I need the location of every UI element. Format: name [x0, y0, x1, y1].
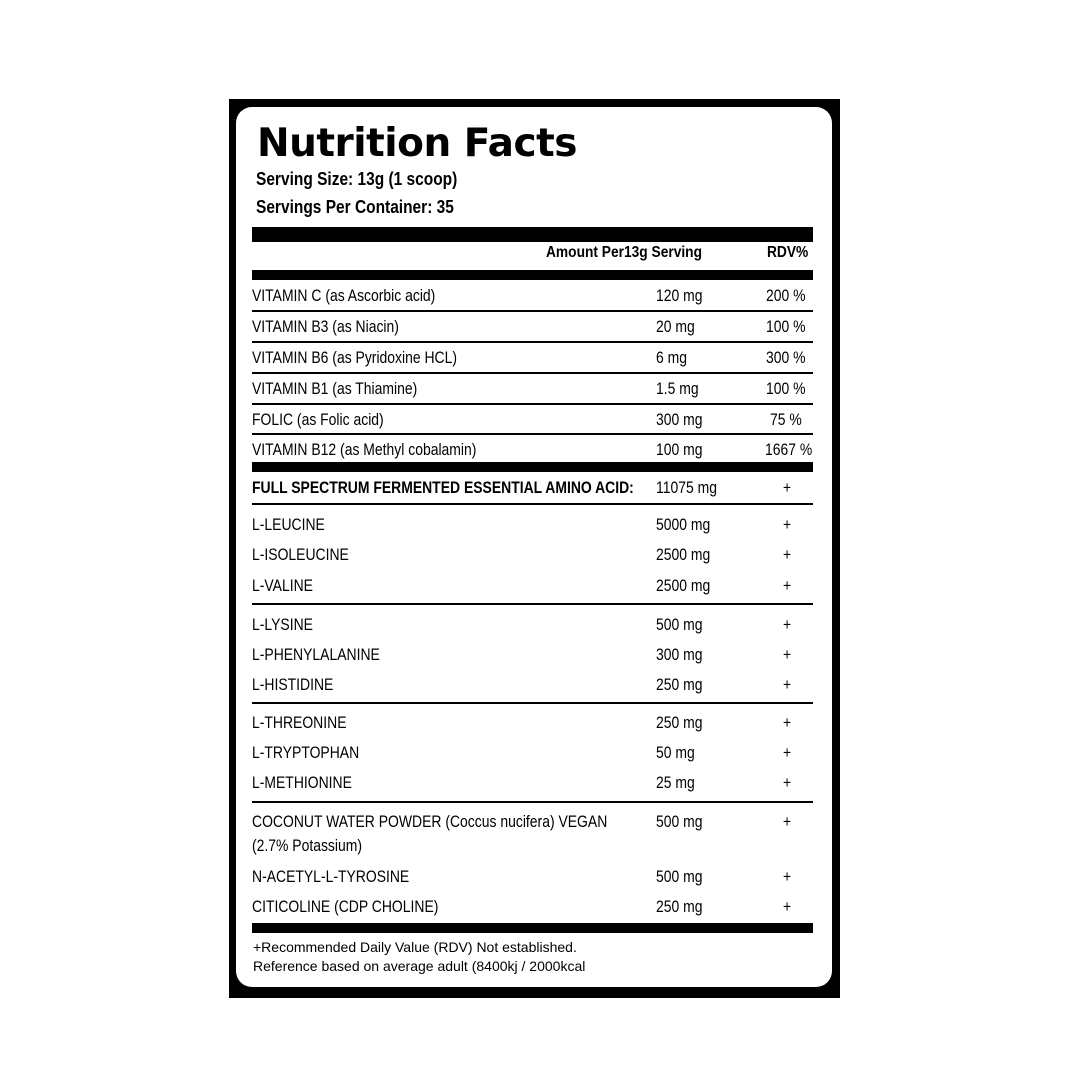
header-rdv: RDV% — [767, 244, 809, 261]
nutrient-amount: 500 mg — [656, 867, 703, 886]
nutrient-amount: 5000 mg — [656, 515, 711, 534]
nutrient-row — [252, 892, 813, 922]
nutrient-rdv: 200 % — [766, 286, 806, 305]
nutrient-name: VITAMIN B6 (as Pyridoxine HCL) — [252, 348, 458, 367]
nutrient-name: L-HISTIDINE — [252, 675, 334, 694]
nutrient-name: COCONUT WATER POWDER (Coccus nucifera) VEGAN — [252, 812, 608, 831]
nutrient-rdv: + — [783, 812, 792, 831]
nutrient-name: L-TRYPTOPHAN — [252, 743, 360, 762]
amino-total-row — [252, 473, 813, 503]
nutrient-name: L-ISOLEUCINE — [252, 545, 349, 564]
nutrient-row — [252, 540, 813, 570]
servings-per-container: Servings Per Container: 35 — [256, 197, 454, 217]
nutrient-amount: 250 mg — [656, 897, 703, 916]
nutrient-amount: 300 mg — [656, 645, 703, 664]
nutrient-rdv: + — [783, 615, 792, 634]
group-divider — [252, 603, 813, 605]
header-top-bar — [252, 227, 813, 242]
nutrient-rdv: + — [783, 897, 792, 916]
nutrient-name: L-THREONINE — [252, 713, 347, 732]
nutrient-row — [252, 670, 813, 700]
nutrient-name: L-LYSINE — [252, 615, 313, 634]
nutrient-name: VITAMIN B12 (as Methyl cobalamin) — [252, 440, 477, 459]
nutrient-name: N-ACETYL-L-TYROSINE — [252, 867, 410, 886]
nutrient-name: FOLIC (as Folic acid) — [252, 410, 384, 429]
nutrient-amount: 500 mg — [656, 812, 703, 831]
nutrient-rdv: + — [783, 675, 792, 694]
footer-bar — [252, 923, 813, 933]
footnote-line-2: Reference based on average adult (8400kj / 2000kcal — [253, 958, 586, 974]
nutrient-name: VITAMIN B3 (as Niacin) — [252, 317, 399, 336]
footnote-line-1: +Recommended Daily Value (RDV) Not established. — [253, 939, 577, 955]
nutrient-rdv: 100 % — [766, 379, 806, 398]
nutrient-name: L-LEUCINE — [252, 515, 325, 534]
nutrient-amount: 25 mg — [656, 773, 695, 792]
nutrient-name: VITAMIN B1 (as Thiamine) — [252, 379, 418, 398]
nutrient-name: L-VALINE — [252, 576, 313, 595]
nutrient-name: CITICOLINE (CDP CHOLINE) — [252, 897, 439, 916]
nutrient-rdv: + — [783, 478, 792, 497]
nutrient-rdv: + — [783, 545, 792, 564]
nutrient-name: FULL SPECTRUM FERMENTED ESSENTIAL AMINO ACID: — [252, 478, 634, 497]
nutrient-rdv: 100 % — [766, 317, 806, 336]
nutrient-amount: 100 mg — [656, 440, 703, 459]
vitamin-row — [252, 435, 813, 465]
nutrient-name: L-METHIONINE — [252, 773, 352, 792]
vitamin-row — [252, 281, 813, 311]
nutrient-rdv: + — [783, 743, 792, 762]
nutrient-rdv: + — [783, 867, 792, 886]
nutrient-amount: 300 mg — [656, 410, 703, 429]
nutrient-rdv: 75 % — [770, 410, 802, 429]
nutrient-row — [252, 862, 813, 892]
vitamin-row — [252, 405, 813, 435]
nutrient-row — [252, 708, 813, 738]
nutrient-amount: 2500 mg — [656, 545, 711, 564]
nutrient-row — [252, 768, 813, 798]
serving-size: Serving Size: 13g (1 scoop) — [256, 169, 458, 189]
nutrient-amount: 250 mg — [656, 675, 703, 694]
header-amount: Amount Per13g Serving — [546, 244, 702, 261]
nutrient-name: VITAMIN C (as Ascorbic acid) — [252, 286, 436, 305]
nutrient-amount: 120 mg — [656, 286, 703, 305]
header-bottom-bar — [252, 270, 813, 280]
nutrient-rdv: 300 % — [766, 348, 806, 367]
nutrient-row — [252, 610, 813, 640]
group-divider — [252, 801, 813, 803]
nutrient-amount: 1.5 mg — [656, 379, 699, 398]
nutrient-amount: 250 mg — [656, 713, 703, 732]
nutrient-row — [252, 738, 813, 768]
row-divider — [252, 503, 813, 505]
nutrient-row-continuation — [252, 831, 813, 861]
nutrient-row — [252, 571, 813, 601]
nutrient-amount: 20 mg — [656, 317, 695, 336]
nutrient-rdv: 1667 % — [765, 440, 813, 459]
group-divider — [252, 702, 813, 704]
section-bar — [252, 462, 813, 472]
nutrient-rdv: + — [783, 515, 792, 534]
nutrient-amount: 11075 mg — [656, 478, 717, 497]
nutrient-row — [252, 510, 813, 540]
nutrient-amount: 500 mg — [656, 615, 703, 634]
nutrient-name-line2: (2.7% Potassium) — [252, 836, 363, 855]
nutrient-amount: 50 mg — [656, 743, 695, 762]
label-title: Nutrition Facts — [257, 121, 577, 166]
nutrient-rdv: + — [783, 713, 792, 732]
vitamin-row — [252, 312, 813, 342]
vitamin-row — [252, 374, 813, 404]
nutrient-amount: 6 mg — [656, 348, 687, 367]
nutrient-rdv: + — [783, 645, 792, 664]
nutrient-rdv: + — [783, 576, 792, 595]
nutrient-row — [252, 640, 813, 670]
nutrient-name: L-PHENYLALANINE — [252, 645, 380, 664]
nutrient-rdv: + — [783, 773, 792, 792]
vitamin-row — [252, 343, 813, 373]
nutrient-amount: 2500 mg — [656, 576, 711, 595]
